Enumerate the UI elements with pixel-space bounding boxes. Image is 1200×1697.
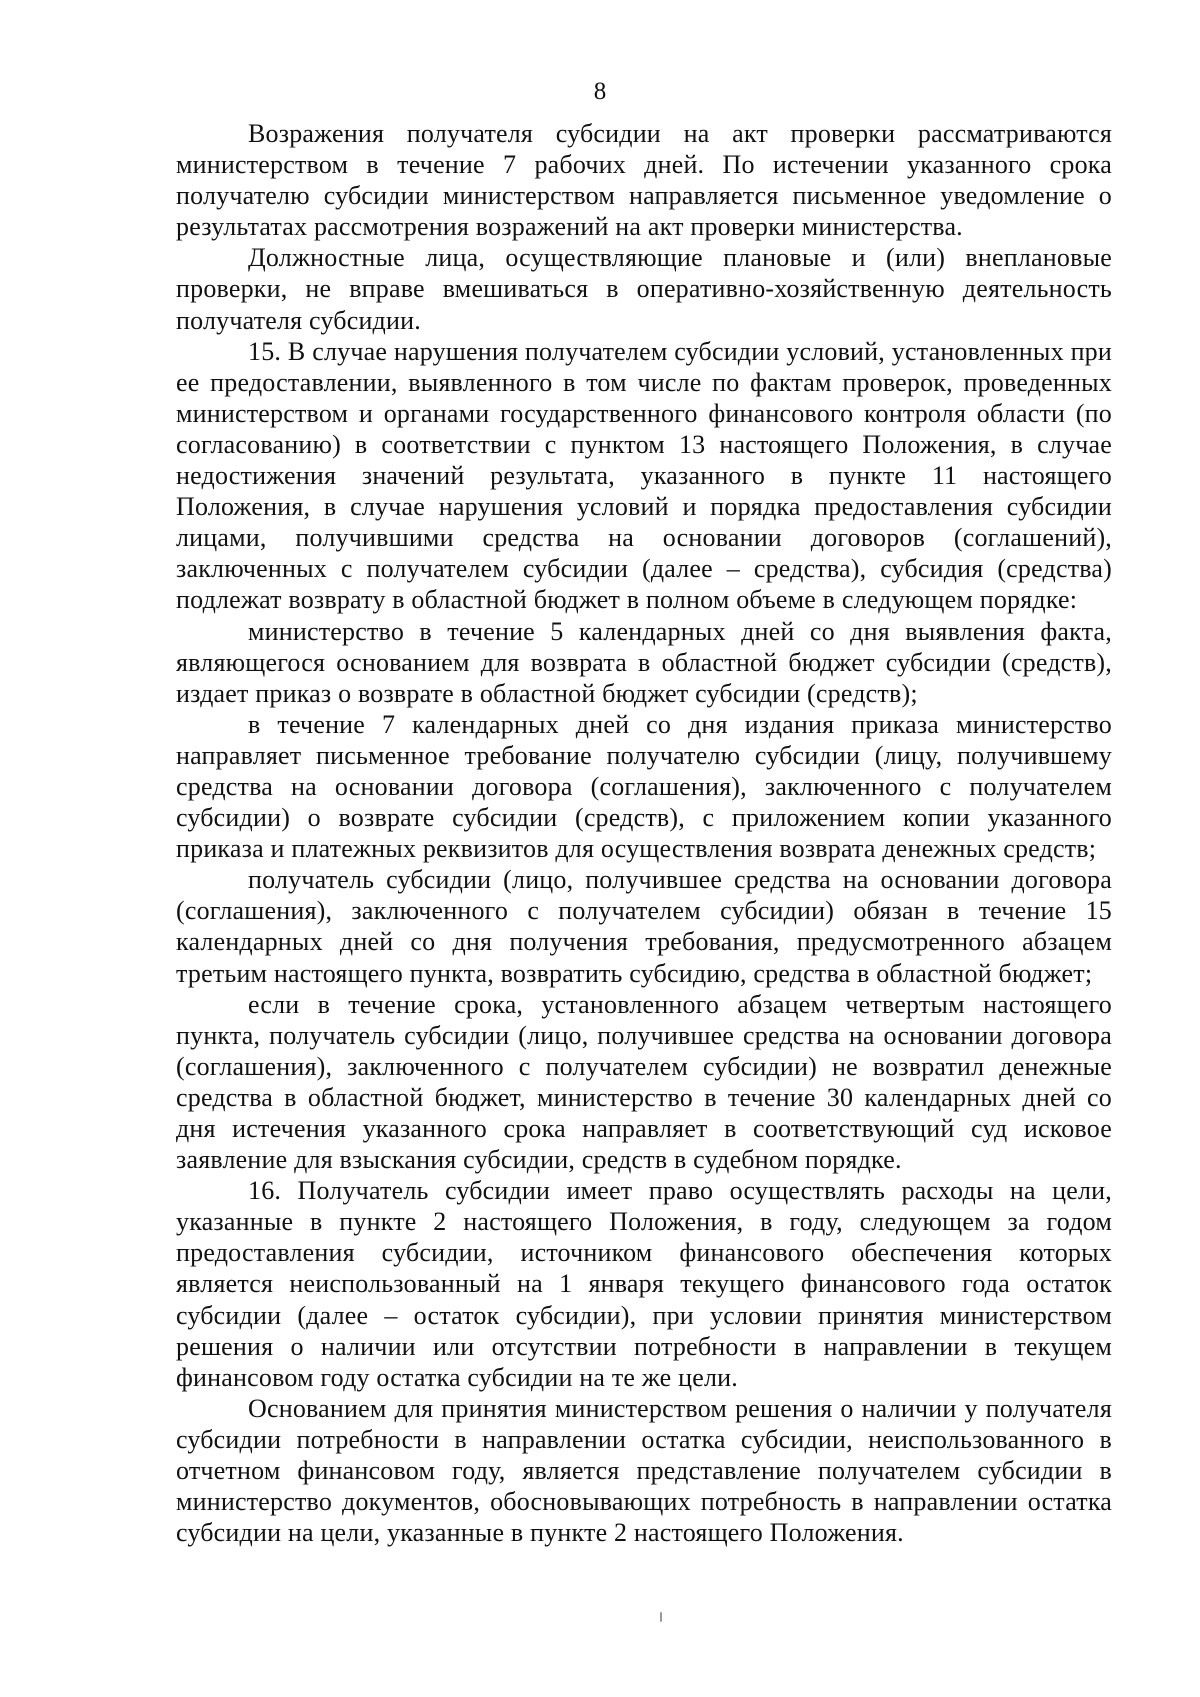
scan-speck-mark bbox=[660, 1612, 662, 1622]
paragraph-recipient-obligation: получатель субсидии (лицо, получившее средства на основании договора (соглашения), заключенного с получателем субсидии) обязан в течение 15 календарных дней со дня получения требования, предусмотренного абзацем третьим настоящего пункта, возвратить субсидию, средства в областной бюджет; bbox=[176, 865, 1112, 988]
paragraph-clause-15: 15. В случае нарушения получателем субсидии условий, установленных при ее предоставлении, выявленного в том числе по фактам проверок, проведенных министерством и органами государственного финансового контроля области (по согласованию) в соответствии с пунктом 13 настоящего Положения, в случае недостижения значений результата, указанного в пункте 11 настоящего Положения, в случае нарушения условий и порядка предоставления субсидии лицами, получившими средства на основании договоров (соглашений), заключенных с получателем субсидии (далее – средства), субсидия (средства) подлежат возврату в областной бюджет в полном объеме в следующем порядке: bbox=[176, 336, 1112, 615]
paragraph-objections-review: Возражения получателя субсидии на акт проверки рассматриваются министерством в течение 7 рабочих дней. По истечении указанного срока получателю субсидии министерством направляется письменное уведомление о результатах рассмотрения возражений на акт проверки министерства. bbox=[176, 119, 1112, 242]
paragraph-clause-16: 16. Получатель субсидии имеет право осуществлять расходы на цели, указанные в пункте 2 настоящего Положения, в году, следующем за годом предоставления субсидии, источником финансового обеспечения которых является неиспользованный на 1 января текущего финансового года остаток субсидии (далее – остаток субсидии), при условии принятия министерством решения о наличии или отсутствии потребности в направлении в текущем финансовом году остатка субсидии на те же цели. bbox=[176, 1176, 1112, 1392]
paragraph-written-demand: в течение 7 календарных дней со дня издания приказа министерство направляет письменное требование получателю субсидии (лицу, получившему средства на основании договора (соглашения), заключенного с получателем субсидии) о возврате субсидии (средств), с приложением копии указанного приказа и платежных реквизитов для осуществления возврата денежных средств; bbox=[176, 709, 1112, 864]
paragraph-court-claim: если в течение срока, установленного абзацем четвертым настоящего пункта, получатель субсидии (лицо, получившее средства на основании договора (соглашения), заключенного с получателем субсидии) не возвратил денежные средства в областной бюджет, министерство в течение 30 календарных дней со дня истечения указанного срока направляет в соответствующий суд исковое заявление для взыскания субсидии, средств в судебном порядке. bbox=[176, 989, 1112, 1175]
document-body bbox=[176, 118, 1112, 1548]
page-number: 8 bbox=[593, 78, 607, 105]
paragraph-ministry-order: министерство в течение 5 календарных дней со дня выявления факта, являющегося основанием для возврата в областной бюджет субсидии (средств), издает приказ о возврате в областной бюджет субсидии (средств); bbox=[176, 616, 1112, 708]
paragraph-officials-no-interference: Должностные лица, осуществляющие плановые и (или) внеплановые проверки, не вправе вмешиваться в оперативно-хозяйственную деятельность получателя субсидии. bbox=[176, 243, 1112, 335]
paragraph-decision-basis: Основанием для принятия министерством решения о наличии у получателя субсидии потребности в направлении остатка субсидии, неиспользованного в отчетном финансовом году, является представление получателем субсидии в министерство документов, обосновывающих потребность в направлении остатка субсидии на цели, указанные в пункте 2 настоящего Положения. bbox=[176, 1393, 1112, 1548]
